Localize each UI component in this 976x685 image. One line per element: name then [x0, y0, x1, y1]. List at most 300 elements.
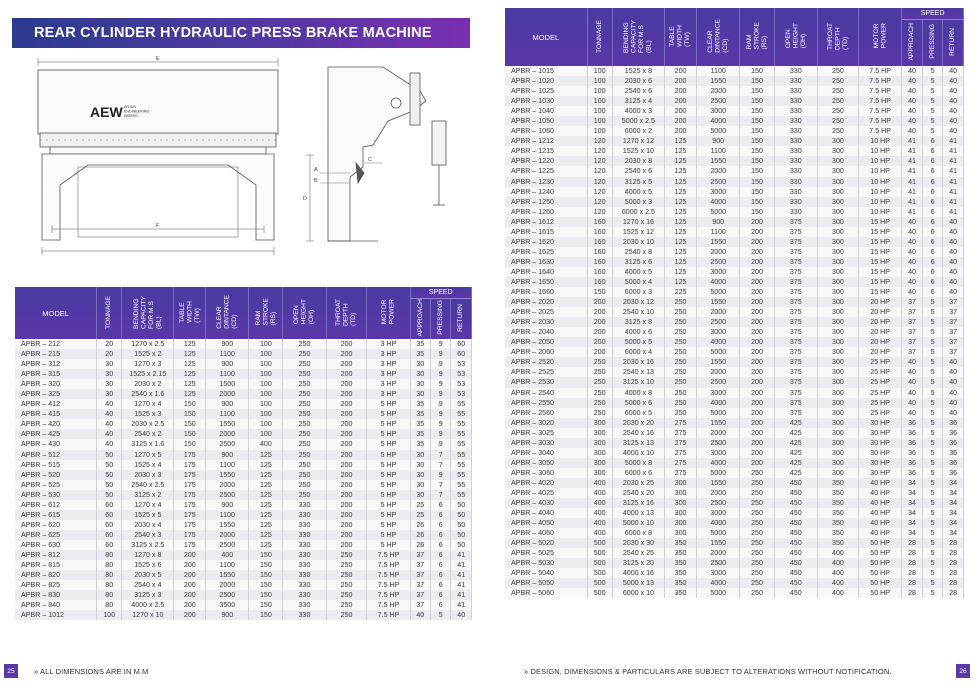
table-cell: 10 HP — [858, 146, 901, 156]
table-cell: 60 — [97, 500, 122, 510]
table-cell: 15 HP — [858, 237, 901, 247]
table-cell: 1525 x 12 — [612, 227, 664, 237]
table-cell: 40 — [902, 116, 923, 126]
table-cell: 250 — [740, 538, 774, 548]
table-cell: 2500 — [697, 498, 740, 508]
table-cell: 3125 x 16 — [612, 498, 664, 508]
table-cell: 120 — [587, 136, 612, 146]
header-throat-depth: THROAT DEPTH (TD) — [326, 287, 367, 339]
table-cell: 1100 — [206, 349, 249, 359]
header-pressing: PRESSING — [922, 19, 943, 66]
table-cell: 50 HP — [858, 548, 901, 558]
header-approach: APPROACH — [410, 298, 430, 339]
table-cell: 5000 — [697, 126, 740, 136]
table-cell: 275 — [665, 458, 697, 468]
table-cell: 50 HP — [858, 558, 901, 568]
table-cell: 160 — [587, 217, 612, 227]
table-cell: 2500 — [697, 377, 740, 387]
table-cell: 400 — [249, 439, 283, 449]
table-cell: 6 — [922, 146, 943, 156]
table-cell: 200 — [326, 339, 367, 349]
table-cell: 125 — [665, 136, 697, 146]
table-cell: 6000 x 3 — [612, 287, 664, 297]
table-cell: 3125 x 13 — [612, 438, 664, 448]
table-cell: 3 HP — [367, 379, 410, 389]
table-cell: 1270 x 16 — [612, 217, 664, 227]
table-cell: 250 — [283, 460, 326, 470]
table-cell: 200 — [740, 217, 774, 227]
table-cell: APBR – 3030 — [505, 438, 587, 448]
table-cell: 5 HP — [367, 419, 410, 429]
table-cell: 6 — [922, 156, 943, 166]
table-cell: 40 — [97, 439, 122, 449]
table-cell: 25 HP — [858, 388, 901, 398]
table-cell: 35 — [410, 409, 430, 419]
table-cell: 300 — [817, 307, 858, 317]
logo-text-3: WORKS — [124, 114, 138, 118]
table-cell: 6 — [431, 570, 451, 580]
table-cell: 26 — [410, 520, 430, 530]
table-cell: 330 — [283, 610, 326, 620]
table-cell: 41 — [943, 187, 964, 197]
table-cell: 15 HP — [858, 227, 901, 237]
table-cell: 1270 x 8 — [122, 550, 174, 560]
table-cell: 4000 x 6 — [612, 327, 664, 337]
table-cell: 200 — [740, 448, 774, 458]
table-cell: 6000 x 6 — [612, 468, 664, 478]
table-cell: 5 HP — [367, 470, 410, 480]
table-cell: 5 HP — [367, 480, 410, 490]
table-cell: 37 — [902, 327, 923, 337]
table-cell: 2030 x 12 — [612, 297, 664, 307]
table-row — [15, 419, 472, 429]
table-cell: 5 — [922, 327, 943, 337]
table-cell: 200 — [326, 450, 367, 460]
table-cell: 200 — [740, 367, 774, 377]
table-cell: 5000 — [697, 588, 740, 598]
table-cell: 60 — [97, 520, 122, 530]
table-cell: 1525 x 6 — [122, 560, 174, 570]
table-cell: 30 HP — [858, 418, 901, 428]
table-cell: 36 — [902, 428, 923, 438]
table-cell: APBR – 3040 — [505, 448, 587, 458]
table-cell: 40 — [902, 96, 923, 106]
table-cell: 300 — [587, 448, 612, 458]
table-cell: APBR – 620 — [15, 520, 97, 530]
table-cell: 200 — [740, 458, 774, 468]
right-page — [488, 0, 976, 685]
table-cell: 400 — [817, 568, 858, 578]
table-cell: APBR – 1015 — [505, 66, 587, 76]
table-cell: APBR – 2030 — [505, 317, 587, 327]
header-ram-stroke: RAM STROKE (RS) — [740, 8, 774, 66]
table-cell: 6 — [922, 197, 943, 207]
table-cell: 80 — [97, 600, 122, 610]
table-cell: APBR – 1250 — [505, 197, 587, 207]
table-cell: APBR – 1620 — [505, 237, 587, 247]
table-cell: 37 — [943, 317, 964, 327]
table-cell: 125 — [665, 177, 697, 187]
table-cell: 2500 — [697, 558, 740, 568]
table-cell: 2500 — [697, 257, 740, 267]
table-cell: 6 — [431, 560, 451, 570]
table-cell: APBR – 625 — [15, 530, 97, 540]
table-cell: 40 — [943, 408, 964, 418]
table-cell: 150 — [249, 570, 283, 580]
table-cell: 41 — [451, 550, 472, 560]
table-cell: 28 — [943, 568, 964, 578]
table-cell: 55 — [451, 450, 472, 460]
table-cell: 3125 x 3 — [122, 590, 174, 600]
table-cell: 3125 x 2.5 — [122, 540, 174, 550]
table-cell: 300 — [817, 136, 858, 146]
table-cell: 2000 — [206, 530, 249, 540]
table-row — [15, 550, 472, 560]
table-cell: 40 — [943, 377, 964, 387]
table-cell: 300 — [817, 217, 858, 227]
table-cell: APBR – 430 — [15, 439, 97, 449]
table-cell: 40 — [451, 610, 472, 620]
table-cell: 375 — [774, 277, 817, 287]
table-cell: 9 — [431, 349, 451, 359]
table-cell: 330 — [774, 66, 817, 76]
table-cell: 200 — [740, 297, 774, 307]
table-cell: 5000 — [697, 347, 740, 357]
table-cell: 25 HP — [858, 408, 901, 418]
table-cell: 4000 x 3 — [612, 106, 664, 116]
table-cell: 50 HP — [858, 578, 901, 588]
header-clear-distance: CLEAR DINTANCE (CD) — [206, 287, 249, 339]
table-cell: 3500 — [206, 600, 249, 610]
table-cell: 7.5 HP — [858, 76, 901, 86]
table-cell: APBR – 5050 — [505, 578, 587, 588]
table-cell: 425 — [774, 428, 817, 438]
table-cell: 20 HP — [858, 297, 901, 307]
table-cell: 100 — [587, 66, 612, 76]
table-row — [505, 237, 964, 247]
table-cell: 125 — [249, 490, 283, 500]
table-cell: 5 — [922, 568, 943, 578]
table-cell: 9 — [431, 439, 451, 449]
table-cell: 50 HP — [858, 538, 901, 548]
table-cell: 375 — [774, 367, 817, 377]
table-cell: 275 — [665, 448, 697, 458]
table-cell: 400 — [817, 578, 858, 588]
table-cell: 300 — [817, 247, 858, 257]
table-cell: 150 — [740, 126, 774, 136]
table-row — [15, 349, 472, 359]
table-cell: 30 — [410, 480, 430, 490]
table-cell: 450 — [774, 578, 817, 588]
table-row — [505, 207, 964, 217]
table-cell: 5 — [922, 116, 943, 126]
table-cell: 350 — [665, 558, 697, 568]
table-cell: 30 — [97, 369, 122, 379]
table-cell: 350 — [817, 538, 858, 548]
header-return: RETURN — [943, 19, 964, 66]
table-cell: 41 — [451, 560, 472, 570]
table-cell: 330 — [283, 560, 326, 570]
table-cell: 5 — [922, 337, 943, 347]
table-cell: 450 — [774, 588, 817, 598]
table-cell: 150 — [740, 86, 774, 96]
table-cell: 53 — [451, 369, 472, 379]
table-cell: 2540 x 20 — [612, 488, 664, 498]
table-cell: 400 — [587, 508, 612, 518]
table-cell: 125 — [249, 530, 283, 540]
table-cell: 6 — [922, 136, 943, 146]
table-cell: 375 — [774, 297, 817, 307]
table-cell: 125 — [665, 257, 697, 267]
table-cell: 41 — [902, 136, 923, 146]
table-row — [505, 267, 964, 277]
table-cell: 55 — [451, 490, 472, 500]
table-cell: 300 — [817, 227, 858, 237]
table-cell: 200 — [326, 389, 367, 399]
table-cell: 3000 — [697, 508, 740, 518]
table-cell: 40 — [902, 86, 923, 96]
table-cell: 41 — [902, 207, 923, 217]
table-cell: 300 — [817, 146, 858, 156]
table-cell: 250 — [740, 498, 774, 508]
table-cell: 150 — [740, 76, 774, 86]
table-cell: 9 — [431, 429, 451, 439]
table-cell: 15 HP — [858, 247, 901, 257]
dim-label-d: D — [303, 196, 307, 202]
table-cell: 250 — [587, 357, 612, 367]
table-cell: 2030 x 20 — [612, 418, 664, 428]
table-cell: 160 — [587, 257, 612, 267]
table-cell: 400 — [587, 498, 612, 508]
table-cell: 34 — [902, 508, 923, 518]
table-cell: 9 — [431, 389, 451, 399]
table-cell: 40 — [902, 66, 923, 76]
table-cell: 250 — [587, 398, 612, 408]
table-cell: APBR – 1230 — [505, 177, 587, 187]
table-cell: 3000 — [697, 388, 740, 398]
table-cell: 330 — [774, 177, 817, 187]
table-cell: 175 — [174, 490, 206, 500]
table-row — [505, 126, 964, 136]
table-row — [505, 317, 964, 327]
table-row — [505, 156, 964, 166]
table-cell: 350 — [817, 488, 858, 498]
table-cell: 200 — [740, 287, 774, 297]
table-row — [505, 287, 964, 297]
table-cell: 200 — [326, 480, 367, 490]
table-cell: 125 — [665, 237, 697, 247]
table-cell: 2540 x 13 — [612, 367, 664, 377]
table-cell: 5 — [922, 458, 943, 468]
table-cell: 37 — [902, 307, 923, 317]
table-cell: 200 — [174, 590, 206, 600]
table-cell: 125 — [665, 247, 697, 257]
table-cell: 450 — [774, 528, 817, 538]
table-cell: 40 — [943, 398, 964, 408]
table-cell: 300 — [817, 367, 858, 377]
table-cell: 2030 x 10 — [612, 237, 664, 247]
table-cell: 250 — [665, 307, 697, 317]
table-cell: 250 — [740, 478, 774, 488]
table-cell: 6 — [922, 187, 943, 197]
table-cell: 2500 — [697, 438, 740, 448]
table-cell: 350 — [817, 508, 858, 518]
table-cell: 200 — [740, 317, 774, 327]
table-cell: 5 — [922, 307, 943, 317]
table-cell: 250 — [283, 480, 326, 490]
table-cell: 6 — [922, 207, 943, 217]
table-cell: 40 — [902, 227, 923, 237]
table-cell: 10 HP — [858, 177, 901, 187]
table-cell: 28 — [943, 538, 964, 548]
table-cell: APBR – 425 — [15, 429, 97, 439]
table-cell: 40 — [902, 267, 923, 277]
table-cell: 5 — [922, 428, 943, 438]
table-cell: 120 — [587, 207, 612, 217]
table-cell: APBR – 512 — [15, 450, 97, 460]
table-cell: 250 — [283, 349, 326, 359]
table-cell: 425 — [774, 448, 817, 458]
table-cell: 2000 — [697, 548, 740, 558]
table-cell: 53 — [451, 359, 472, 369]
table-cell: 2030 x 3 — [122, 470, 174, 480]
table-cell: APBR – 1660 — [505, 287, 587, 297]
table-cell: 300 — [817, 458, 858, 468]
table-cell: 40 — [902, 377, 923, 387]
table-cell: APBR – 520 — [15, 470, 97, 480]
dim-label-b: B — [314, 178, 318, 184]
table-cell: 5 HP — [367, 460, 410, 470]
table-cell: 4000 — [697, 398, 740, 408]
table-cell: APBR – 1215 — [505, 146, 587, 156]
table-row — [505, 498, 964, 508]
table-cell: 150 — [249, 560, 283, 570]
table-cell: 40 — [902, 76, 923, 86]
table-cell: 5 — [922, 528, 943, 538]
table-cell: APBR – 320 — [15, 379, 97, 389]
table-cell: 300 — [817, 317, 858, 327]
table-cell: 5000 — [697, 528, 740, 538]
table-cell: 10 HP — [858, 166, 901, 176]
table-cell: 5 — [922, 96, 943, 106]
table-cell: APBR – 212 — [15, 339, 97, 349]
header-throat-depth: THROAT DEPTH (TD) — [817, 8, 858, 66]
table-cell: 4000 x 10 — [612, 448, 664, 458]
dim-label-c: C — [368, 157, 372, 163]
table-cell: 150 — [249, 600, 283, 610]
table-cell: 6 — [431, 580, 451, 590]
table-cell: 330 — [283, 540, 326, 550]
header-return: RETURN — [451, 298, 472, 339]
table-cell: 5 — [922, 76, 943, 86]
table-cell: 6 — [431, 540, 451, 550]
table-cell: 6000 x 4 — [612, 347, 664, 357]
table-cell: 1270 x 4 — [122, 399, 174, 409]
table-cell: 3125 x 2 — [122, 490, 174, 500]
table-cell: 5 — [922, 66, 943, 76]
table-cell: 30 HP — [858, 438, 901, 448]
table-cell: APBR – 2525 — [505, 367, 587, 377]
table-cell: 25 HP — [858, 398, 901, 408]
table-cell: 15 HP — [858, 217, 901, 227]
table-cell: 200 — [587, 297, 612, 307]
table-cell: 40 HP — [858, 528, 901, 538]
table-row — [505, 217, 964, 227]
header-table-width: TABLE WIDTH (TW) — [665, 8, 697, 66]
table-cell: 55 — [451, 460, 472, 470]
table-cell: 30 HP — [858, 428, 901, 438]
table-cell: 200 — [326, 490, 367, 500]
table-cell: 200 — [587, 347, 612, 357]
table-row — [15, 399, 472, 409]
table-cell: APBR – 4040 — [505, 508, 587, 518]
table-cell: 400 — [587, 478, 612, 488]
table-cell: APBR – 5025 — [505, 548, 587, 558]
table-cell: APBR – 5040 — [505, 568, 587, 578]
table-cell: 300 — [817, 448, 858, 458]
table-cell: 150 — [740, 166, 774, 176]
table-row — [505, 146, 964, 156]
table-cell: 6 — [922, 277, 943, 287]
table-row — [505, 478, 964, 488]
table-cell: 3 HP — [367, 339, 410, 349]
table-cell: 375 — [774, 388, 817, 398]
header-tonnage: TONNAGE — [587, 8, 612, 66]
table-cell: 7 — [431, 490, 451, 500]
table-cell: 2500 — [206, 540, 249, 550]
table-cell: 36 — [902, 458, 923, 468]
table-cell: 60 — [451, 349, 472, 359]
table-row — [505, 347, 964, 357]
table-cell: 200 — [326, 439, 367, 449]
table-cell: 50 — [97, 470, 122, 480]
dim-label-e: E — [156, 56, 160, 62]
table-cell: 300 — [817, 177, 858, 187]
table-cell: 80 — [97, 550, 122, 560]
table-cell: 250 — [283, 399, 326, 409]
table-cell: 150 — [740, 106, 774, 116]
table-cell: 10 HP — [858, 187, 901, 197]
table-cell: 200 — [174, 610, 206, 620]
table-cell: 375 — [774, 337, 817, 347]
table-cell: 1100 — [206, 560, 249, 570]
table-cell: APBR – 2540 — [505, 388, 587, 398]
table-cell: 425 — [774, 438, 817, 448]
table-cell: 500 — [587, 538, 612, 548]
table-cell: 10 HP — [858, 207, 901, 217]
table-cell: 41 — [943, 156, 964, 166]
table-cell: 175 — [174, 540, 206, 550]
table-cell: APBR – 1650 — [505, 277, 587, 287]
table-cell: 30 — [97, 359, 122, 369]
table-cell: 5000 x 8 — [612, 458, 664, 468]
table-cell: 41 — [451, 590, 472, 600]
table-cell: 5000 x 2.5 — [612, 116, 664, 126]
table-cell: 5 — [922, 357, 943, 367]
table-cell: 150 — [249, 590, 283, 600]
table-cell: 150 — [174, 419, 206, 429]
table-cell: 375 — [774, 287, 817, 297]
table-cell: 40 — [943, 66, 964, 76]
table-cell: 2000 — [206, 480, 249, 490]
table-cell: 28 — [943, 558, 964, 568]
table-cell: 450 — [774, 488, 817, 498]
table-cell: 10 HP — [858, 197, 901, 207]
table-cell: 6 — [431, 550, 451, 560]
table-cell: 40 — [943, 96, 964, 106]
header-motor-power: MOTOR POWER — [858, 8, 901, 66]
table-cell: 1525 x 2 — [122, 349, 174, 359]
